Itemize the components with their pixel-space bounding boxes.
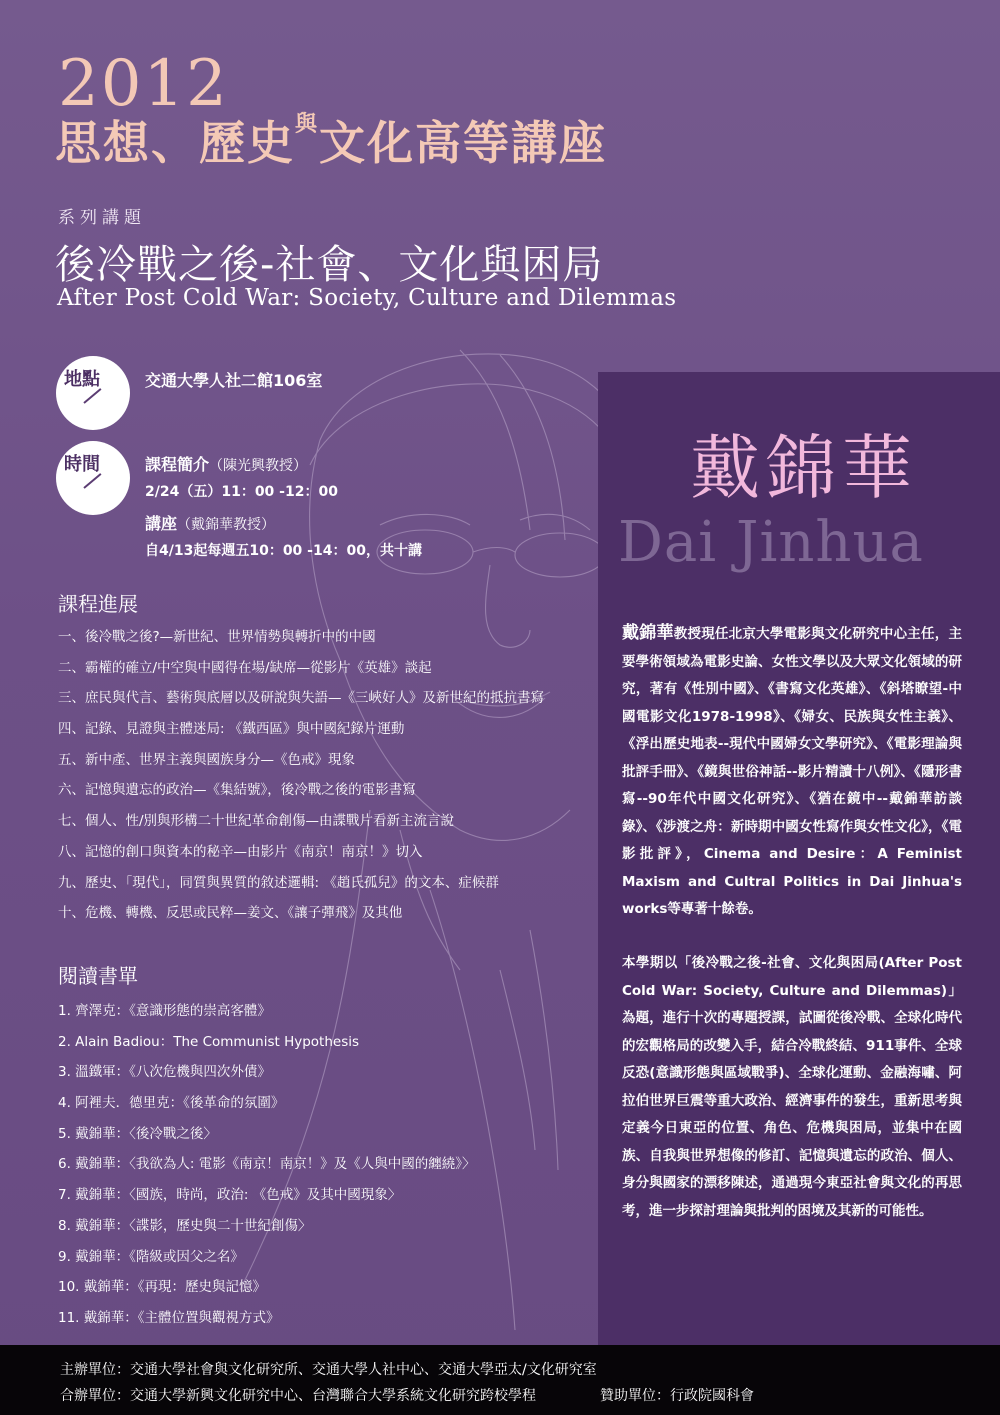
venue-badge: [56, 356, 130, 430]
list-item: 8. 戴錦華：〈諜影，歷史與二十世紀創傷〉: [58, 1217, 312, 1234]
lecture-time: 自4/13起每週五10：00 -14：00，共十講: [145, 543, 422, 559]
list-item: 五、新中產、世界主義與國族身分—《色戒》現象: [58, 751, 355, 768]
list-item: 3. 溫鐵軍：《八次危機與四次外債》: [58, 1064, 271, 1081]
co-organizers: 合辦單位：交通大學新興文化研究中心、台灣聯合大學系統文化研究跨校學程: [60, 1388, 536, 1404]
course-summary: 本學期以「後冷戰之後-社會、文化與困局(After Post Cold War: Society, Culture and Dilemmas)」為題，進行十次的專題授課，試圖從後冷戰、全球化時代的宏觀格局的改變入手，結合冷戰終結、911事件、全球反恐(意識形態與區域戰爭)、全球化運動、金融海嘯、阿拉伯世界巨震等重大政治、經濟事件的發生，重新思考與定義今日東亞的位置、角色、危機與困局，並集中在國族、自我與世界想像的修訂、記憶與遺忘的政治、個人、身分與國家的漂移陳述，通過現今東亞社會與文化的再思考，進一步探討理論與批判的困境及其新的可能性。: [622, 955, 962, 1219]
time-badge: [56, 441, 130, 515]
bio-name: 戴錦華: [622, 623, 674, 643]
organizers: 主辦單位：交通大學社會與文化研究所、交通大學人社中心、交通大學亞太/文化研究室: [60, 1362, 597, 1378]
list-item: 1. 齊澤克：《意識形態的崇高客體》: [58, 1003, 271, 1019]
course-heading: 課程進展: [58, 592, 138, 616]
main-title-right: 文化高等講座: [319, 116, 608, 170]
intro-time: 2/24（五）11：00 -12：00: [145, 484, 338, 500]
list-item: 9. 戴錦華：《階級或因父之名》: [58, 1248, 244, 1265]
list-item: 二、霸權的確立/中空與中國得在場/缺席—從影片《英雄》談起: [58, 659, 432, 676]
list-item: 10. 戴錦華：《再現：歷史與記憶》: [58, 1279, 267, 1296]
time-badge-label: 時間: [64, 454, 100, 475]
list-item: 7. 戴錦華：〈國族，時尚，政治: 《色戒》及其中國現象〉: [58, 1187, 402, 1204]
list-item: 11. 戴錦華：《主體位置與觀視方式》: [58, 1309, 280, 1326]
venue-text: 交通大學人社二館106室: [145, 371, 323, 390]
list-item: 一、後冷戰之後?—新世紀、世界情勢與轉折中的中國: [58, 629, 376, 645]
sponsor: 贊助單位：行政院國科會: [600, 1388, 754, 1404]
time-block: [145, 452, 422, 560]
speaker-name-chinese: 戴錦華: [690, 427, 918, 509]
list-item: 4. 阿裡夫．德里克：《後革命的氛圍》: [58, 1095, 285, 1112]
lecture-line: [145, 511, 422, 534]
intro-note: （陳光興教授）: [209, 458, 308, 474]
reading-list: [58, 999, 476, 1337]
main-title-left: 思想、歷史: [55, 116, 295, 170]
list-item: 四、記錄、見證與主體迷局: 《鐵西區》與中國紀錄片運動: [58, 721, 405, 738]
list-item: 九、歷史、「現代」，同質與異質的敘述邏輯: 《趙氏孤兒》的文本、症候群: [58, 874, 499, 891]
speaker-name-english: Dai Jinhua: [618, 510, 924, 575]
main-title: [55, 111, 608, 170]
intro-label: 課程簡介: [145, 455, 210, 474]
course-list: [58, 625, 544, 932]
list-item: 5. 戴錦華：〈後冷戰之後〉: [58, 1125, 217, 1142]
series-label: 系列講題: [58, 208, 146, 228]
list-item: 6. 戴錦華：〈我欲為人: 電影《南京！南京！》及《人與中國的纏繞》〉: [58, 1156, 476, 1173]
reading-heading: 閱讀書單: [58, 964, 138, 988]
year-heading: 2012: [58, 47, 229, 121]
intro-line: [145, 452, 422, 475]
series-title-english: After Post Cold War: Society, Culture and Dilemmas: [57, 285, 677, 311]
list-item: 十、危機、轉機、反思或民粹—姜文、《讓子彈飛》及其他: [58, 905, 403, 922]
bio-text: 教授現任北京大學電影與文化研究中心主任，主要學術領域為電影史論、女性文學以及大眾文化領域的研究，著有《性別中國》、《書寫文化英雄》、《斜塔瞭望-中國電影文化1978-1998》、《婦女、民族與女性主義》、《浮出歷史地表--現代中國婦女文學研究》、《電影理論與批評手冊》、《鏡與世俗神話--影片精讀十八例》、《隱形書寫--90年代中國文化研究》、《猶在鏡中--戴錦華訪談錄》、《涉渡之舟：新時期中國女性寫作與女性文化》，《電影批評》，Cinema and Desire：A Feminist Maxism and Cultral Politics in Dai Jinhua's works等專著十餘卷。: [622, 626, 963, 917]
footer: [0, 1345, 1000, 1415]
lecture-label: 講座: [145, 514, 178, 533]
lecture-note: （戴錦華教授）: [177, 517, 276, 533]
list-item: 2. Alain Badiou：The Communist Hypothesis: [58, 1033, 360, 1050]
list-item: 八、記憶的創口與資本的秘辛—由影片《南京！南京！》切入: [58, 843, 423, 860]
main-title-small: 與: [295, 111, 320, 137]
series-title: 後冷戰之後-社會、文化與困局: [55, 242, 604, 288]
speaker-bio: [622, 620, 962, 924]
list-item: 三、庶民與代言、藝術與底層以及研說與失語—《三峽好人》及新世紀的抵抗書寫: [58, 690, 544, 707]
venue-badge-label: 地點: [64, 369, 100, 390]
list-item: 七、個人、性/別與形構二十世紀革命創傷—由諜戰片看新主流言說: [58, 813, 455, 830]
list-item: 六、記憶與遺忘的政治—《集結號》，後冷戰之後的電影書寫: [58, 782, 416, 799]
